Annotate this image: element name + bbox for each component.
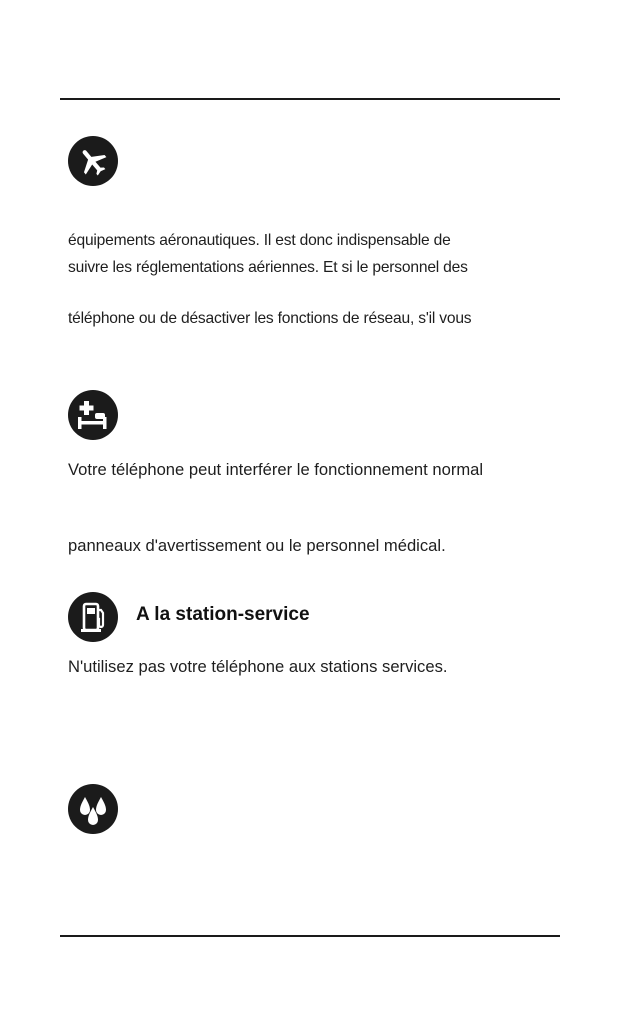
gas-station-text-line-1: N'utilisez pas votre téléphone aux stations services. bbox=[68, 657, 448, 676]
gas-station-title: A la station-service bbox=[136, 604, 310, 625]
hospital-text-line-2: panneaux d'avertissement ou le personnel médical. bbox=[68, 536, 446, 555]
water-drops-icon bbox=[68, 784, 118, 834]
airplane-text-line-2: suivre les réglementations aériennes. Et si le personnel des bbox=[68, 259, 468, 276]
airplane-icon bbox=[68, 136, 118, 186]
airplane-text-line-1: équipements aéronautiques. Il est donc indispensable de bbox=[68, 232, 451, 249]
fuel-pump-icon bbox=[68, 592, 118, 642]
hospital-bed-icon bbox=[68, 390, 118, 440]
hospital-text-line-1: Votre téléphone peut interférer le fonctionnement normal bbox=[68, 460, 484, 479]
top-divider bbox=[60, 98, 560, 100]
airplane-text-line-3: téléphone ou de désactiver les fonctions de réseau, s'il vous bbox=[68, 310, 472, 327]
bottom-divider bbox=[60, 935, 560, 937]
